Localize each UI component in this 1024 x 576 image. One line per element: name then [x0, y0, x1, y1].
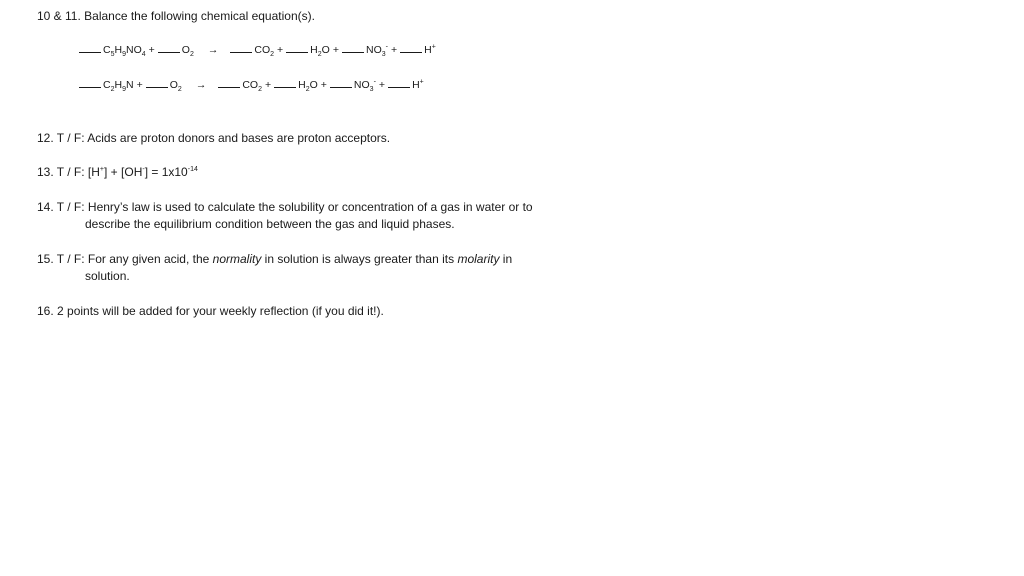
question-15-text-line2: solution. [85, 269, 130, 283]
product-co2: $CO_2$ [254, 44, 275, 59]
question-16: 16. 2 points will be added for your weekly reflection (if you did it!). [37, 304, 384, 318]
question-10-11-prompt: 10 & 11. Balance the following chemical equation(s). [37, 9, 315, 23]
question-15 [37, 251, 512, 267]
question-12-label: 12. T / F: [37, 131, 85, 145]
reactant-c2h9n: $C_2H_9N$ [103, 79, 134, 94]
plus-sign: + [390, 44, 398, 56]
question-12-text: Acids are proton donors and bases are proton acceptors. [87, 131, 391, 145]
plus-sign: + [332, 44, 339, 56]
coefficient-blank[interactable] [146, 78, 168, 88]
question-14-label: 14. T / F: [37, 200, 85, 214]
question-13 [37, 164, 198, 180]
product-h2o: $H_2O$ [298, 79, 318, 94]
coefficient-blank[interactable] [79, 43, 101, 53]
reactant-o2: $O_2$ [169, 79, 182, 94]
question-15-text-line1: For any given acid, the normality in solution is always greater than its molarity in [87, 252, 513, 266]
plus-sign: + [320, 79, 327, 91]
product-no3: $NO_3^-$ [353, 78, 376, 94]
product-co2: $CO_2$ [242, 79, 262, 94]
reactant-o2: $O_2$ [181, 44, 194, 59]
reaction-arrow-icon: → [207, 44, 219, 56]
product-h-ion: H+ [412, 78, 424, 91]
coefficient-blank[interactable] [388, 78, 410, 88]
plus-sign: + [277, 44, 284, 56]
question-15-label: 15. T / F: [37, 252, 85, 266]
equation-1 [79, 43, 439, 57]
coefficient-blank[interactable] [286, 43, 308, 53]
coefficient-blank[interactable] [342, 43, 364, 53]
equation-2 [79, 78, 427, 92]
coefficient-blank[interactable] [218, 78, 240, 88]
plus-sign: + [136, 79, 143, 91]
plus-sign: + [148, 44, 155, 56]
question-14 [37, 199, 533, 215]
plus-sign: + [378, 79, 386, 91]
coefficient-blank[interactable] [79, 78, 101, 88]
product-no3: $NO_3^-$ [365, 43, 388, 59]
question-12 [37, 130, 390, 146]
coefficient-blank[interactable] [400, 43, 422, 53]
coefficient-blank[interactable] [330, 78, 352, 88]
question-14-text-line2: describe the equilibrium condition between the gas and liquid phases. [85, 217, 455, 231]
question-14-text-line1: Henry’s law is used to calculate the solubility or concentration of a gas in water or to [87, 200, 533, 214]
coefficient-blank[interactable] [158, 43, 180, 53]
coefficient-blank[interactable] [230, 43, 252, 53]
product-h-ion: H+ [424, 43, 436, 56]
question-13-equation: $[H^+] + [OH^-] = 1x10^{-14}$ [87, 165, 198, 179]
coefficient-blank[interactable] [274, 78, 296, 88]
reactant-c5h9no4: $C_5H_9NO_4$ [103, 44, 146, 59]
product-h2o: $H_2O$ [310, 44, 330, 59]
plus-sign: + [264, 79, 272, 91]
reaction-arrow-icon: → [195, 79, 207, 91]
question-13-label: 13. T / F: [37, 165, 85, 179]
